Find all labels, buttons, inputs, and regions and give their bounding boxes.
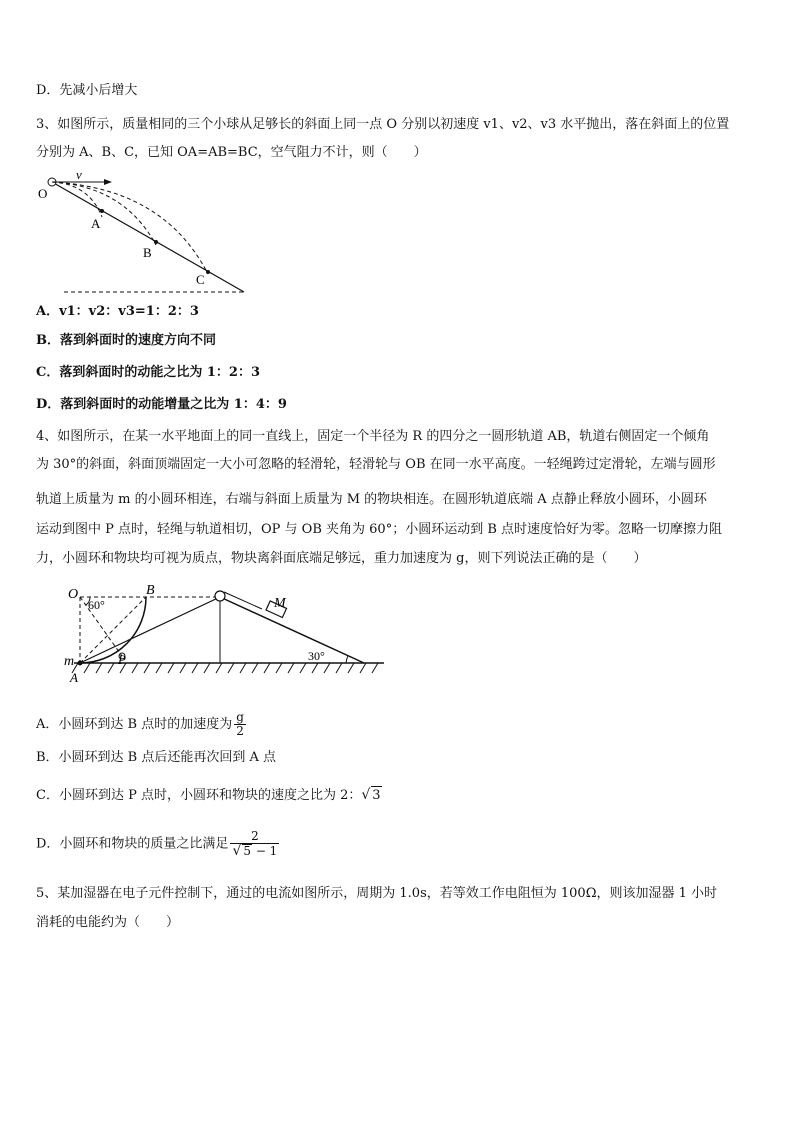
q4-option-b: B．小圆环到达 B 点后还能再次回到 A 点 — [36, 750, 277, 765]
q3-label-v: v — [76, 168, 82, 182]
q3-label-b: B — [143, 245, 152, 260]
q4-option-d — [36, 830, 760, 858]
q4-stem-line2: 为 30°的斜面，斜面顶端固定一大小可忽略的轻滑轮，轻滑轮与 OB 在同一水平高度。一轻绳跨过定滑轮，左端与圆形 — [36, 457, 716, 472]
q4-label-o: O — [68, 587, 79, 602]
q5-stem-line2: 消耗的电能约为（ ） — [36, 915, 180, 930]
q4-option-d-numerator: 2 — [230, 830, 279, 844]
q4-option-c-radical-sign: √ — [361, 787, 371, 803]
q3-label-c: C — [196, 272, 205, 287]
q4-option-d-radicand: 5 — [243, 844, 251, 858]
q3-figure — [34, 168, 264, 298]
q4-option-a-denominator: 2 — [236, 724, 244, 738]
q4-option-d-fraction — [230, 830, 279, 858]
q4-label-30: 30° — [308, 649, 325, 663]
q4-label-p: P — [118, 652, 126, 667]
q4-option-c-radicand: 3 — [372, 788, 381, 803]
prev-option-d: D．先减小后增大 — [36, 83, 138, 98]
q3-stem-line1: 3、如图所示，质量相同的三个小球从足够长的斜面上同一点 O 分别以初速度 v1、v2、v3 水平抛出，落在斜面上的位置 — [36, 117, 730, 132]
q4-option-a-numerator: g — [236, 710, 244, 724]
q3-option-b: B．落到斜面时的速度方向不同 — [36, 333, 216, 348]
q4-option-d-text: D．小圆环和物块的质量之比满足 — [36, 836, 229, 852]
q3-option-a: A．v1：v2：v3=1：2：3 — [36, 304, 199, 319]
q4-stem-line4: 运动到图中 P 点时，轻绳与轨道相切，OP 与 OB 夹角为 60°；小圆环运动到 B 点时速度恰好为零。忽略一切摩擦力阻 — [36, 522, 723, 537]
q3-stem-line2: 分别为 A、B、C，已知 OA=AB=BC，空气阻力不计，则（ ） — [36, 145, 427, 160]
q4-option-a-text: A．小圆环到达 B 点时的加速度为 — [36, 717, 233, 732]
q4-label-b: B — [146, 583, 155, 598]
q3-option-c: C．落到斜面时的动能之比为 1：2：3 — [36, 365, 261, 380]
q4-label-m-lower: m — [64, 654, 75, 669]
q3-option-d: D．落到斜面时的动能增量之比为 1：4：9 — [36, 397, 287, 412]
q4-label-m-upper: M — [274, 596, 286, 611]
q4-stem-line5: 力，小圆环和物块均可视为质点，物块离斜面底端足够远，重力加速度为 g，则下列说法正确的是（ ） — [36, 551, 647, 566]
q4-option-a — [36, 711, 760, 738]
q4-option-c-text: C．小圆环到达 P 点时，小圆环和物块的速度之比为 2： — [36, 788, 362, 803]
q4-option-d-radical-sign: √ — [232, 843, 242, 859]
q4-figure — [54, 582, 404, 692]
q4-label-a: A — [70, 670, 78, 685]
q4-option-d-den-tail: − 1 — [252, 844, 278, 858]
q3-label-o: O — [38, 186, 48, 201]
q4-option-a-fraction — [234, 711, 246, 738]
q3-label-a: A — [91, 216, 101, 231]
q4-stem-line1: 4、如图所示，在某一水平地面上的同一直线上，固定一个半径为 R 的四分之一圆形轨道 AB，轨道右侧固定一个倾角 — [36, 429, 710, 444]
q5-stem-line1: 5、某加湿器在电子元件控制下，通过的电流如图所示，周期为 1.0s，若等效工作电阻恒为 100Ω，则该加湿器 1 小时 — [36, 886, 718, 901]
q4-option-d-denominator — [230, 844, 279, 858]
q4-option-c — [36, 786, 760, 805]
q4-label-60: 60° — [88, 598, 105, 612]
q4-stem-line3: 轨道上质量为 m 的小圆环相连，右端与斜面上质量为 M 的物块相连。在圆形轨道底端 A 点静止释放小圆环，小圆环 — [36, 492, 707, 507]
